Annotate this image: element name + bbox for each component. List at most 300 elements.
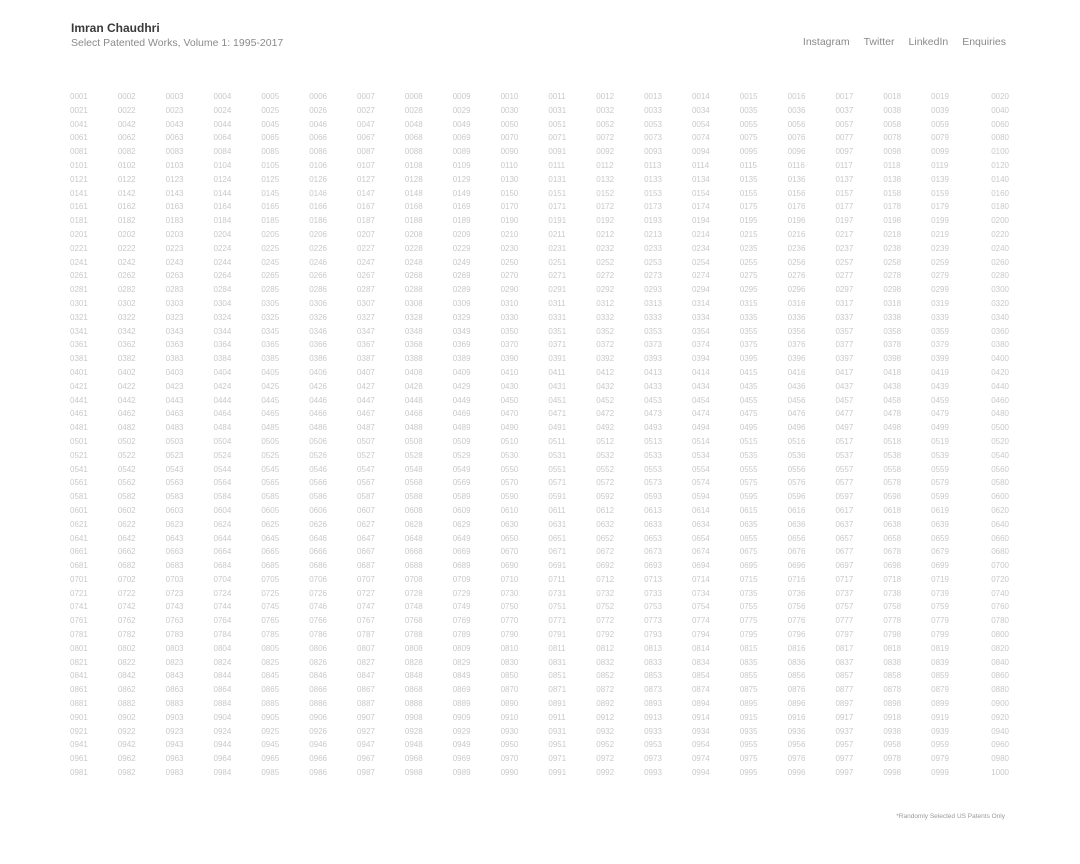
patent-number-link[interactable]: 0570 <box>500 478 519 488</box>
patent-number-link[interactable]: 0771 <box>548 616 567 626</box>
patent-number-link[interactable]: 0387 <box>357 354 375 364</box>
patent-number-link[interactable]: 0683 <box>165 561 184 571</box>
patent-number-link[interactable]: 0579 <box>931 478 949 488</box>
patent-number-link[interactable]: 0004 <box>213 92 232 101</box>
patent-number-link[interactable]: 0436 <box>787 381 806 391</box>
patent-number-link[interactable]: 0196 <box>787 216 806 226</box>
patent-number-link[interactable]: 0042 <box>117 119 136 129</box>
patent-number-link[interactable]: 0348 <box>404 326 423 336</box>
patent-number-link[interactable]: 0830 <box>500 657 519 667</box>
patent-number-link[interactable]: 0008 <box>404 92 423 101</box>
patent-number-link[interactable]: 0766 <box>309 616 327 626</box>
patent-number-link[interactable]: 0837 <box>835 657 854 667</box>
patent-number-link[interactable]: 0974 <box>691 754 710 764</box>
patent-number-link[interactable]: 0552 <box>596 464 615 474</box>
patent-number-link[interactable]: 0304 <box>213 298 232 308</box>
patent-number-link[interactable]: 0513 <box>644 436 662 446</box>
patent-number-link[interactable]: 0311 <box>548 298 566 308</box>
patent-number-link[interactable]: 0809 <box>452 643 471 653</box>
patent-number-link[interactable]: 0580 <box>991 478 1009 488</box>
patent-number-link[interactable]: 0471 <box>548 409 567 419</box>
patent-number-link[interactable]: 0865 <box>261 685 280 695</box>
patent-number-link[interactable]: 0669 <box>452 547 471 557</box>
patent-number-link[interactable]: 0287 <box>357 285 375 295</box>
patent-number-link[interactable]: 0868 <box>404 685 423 695</box>
patent-number-link[interactable]: 0036 <box>787 105 806 115</box>
patent-number-link[interactable]: 0606 <box>309 505 327 515</box>
patent-number-link[interactable]: 0073 <box>644 133 662 143</box>
patent-number-link[interactable]: 0751 <box>548 602 567 612</box>
patent-number-link[interactable]: 0921 <box>70 726 88 736</box>
patent-number-link[interactable]: 0519 <box>931 436 949 446</box>
patent-number-link[interactable]: 0536 <box>787 450 806 460</box>
patent-number-link[interactable]: 0677 <box>835 547 854 557</box>
patent-number-link[interactable]: 0661 <box>70 547 88 557</box>
patent-number-link[interactable]: 0060 <box>991 119 1009 129</box>
patent-number-link[interactable]: 0778 <box>883 616 902 626</box>
patent-number-link[interactable]: 0952 <box>596 740 615 750</box>
patent-number-link[interactable]: 0564 <box>213 478 232 488</box>
patent-number-link[interactable]: 0633 <box>644 519 662 529</box>
patent-number-link[interactable]: 0578 <box>883 478 902 488</box>
patent-number-link[interactable]: 0288 <box>404 285 423 295</box>
patent-number-link[interactable]: 0113 <box>644 160 662 170</box>
patent-number-link[interactable]: 0115 <box>739 160 757 170</box>
patent-number-link[interactable]: 0662 <box>117 547 136 557</box>
patent-number-link[interactable]: 0680 <box>991 547 1009 557</box>
patent-number-link[interactable]: 0671 <box>548 547 567 557</box>
patent-number-link[interactable]: 0986 <box>309 768 327 778</box>
patent-number-link[interactable]: 0463 <box>165 409 184 419</box>
patent-number-link[interactable]: 0507 <box>357 436 375 446</box>
patent-number-link[interactable]: 0942 <box>117 740 136 750</box>
patent-number-link[interactable]: 0251 <box>548 257 567 267</box>
patent-number-link[interactable]: 0078 <box>883 133 902 143</box>
patent-number-link[interactable]: 0664 <box>213 547 232 557</box>
patent-number-link[interactable]: 0180 <box>991 202 1009 212</box>
patent-number-link[interactable]: 0117 <box>835 160 853 170</box>
patent-number-link[interactable]: 0198 <box>883 216 902 226</box>
patent-number-link[interactable]: 0382 <box>117 354 136 364</box>
patent-number-link[interactable]: 0092 <box>596 147 615 157</box>
patent-number-link[interactable]: 0370 <box>500 340 519 350</box>
patent-number-link[interactable]: 0777 <box>835 616 854 626</box>
patent-number-link[interactable]: 0199 <box>931 216 949 226</box>
patent-number-link[interactable]: 0232 <box>596 243 615 253</box>
patent-number-link[interactable]: 0739 <box>931 588 949 598</box>
patent-number-link[interactable]: 0737 <box>835 588 854 598</box>
patent-number-link[interactable]: 0557 <box>835 464 854 474</box>
patent-number-link[interactable]: 0259 <box>931 257 949 267</box>
patent-number-link[interactable]: 0193 <box>644 216 662 226</box>
patent-number-link[interactable]: 0569 <box>452 478 471 488</box>
patent-number-link[interactable]: 0948 <box>404 740 423 750</box>
patent-number-link[interactable]: 0491 <box>548 423 567 433</box>
patent-number-link[interactable]: 0742 <box>117 602 136 612</box>
patent-number-link[interactable]: 0202 <box>117 229 136 239</box>
patent-number-link[interactable]: 0230 <box>500 243 519 253</box>
patent-number-link[interactable]: 0807 <box>357 643 375 653</box>
patent-number-link[interactable]: 0811 <box>548 643 566 653</box>
patent-number-link[interactable]: 0022 <box>117 105 136 115</box>
patent-number-link[interactable]: 0980 <box>991 754 1009 764</box>
patent-number-link[interactable]: 0457 <box>835 395 854 405</box>
patent-number-link[interactable]: 0877 <box>835 685 854 695</box>
patent-number-link[interactable]: 0674 <box>691 547 710 557</box>
patent-number-link[interactable]: 0248 <box>404 257 423 267</box>
patent-number-link[interactable]: 0539 <box>931 450 949 460</box>
patent-number-link[interactable]: 0064 <box>213 133 232 143</box>
patent-number-link[interactable]: 0537 <box>835 450 854 460</box>
patent-number-link[interactable]: 0553 <box>644 464 662 474</box>
patent-number-link[interactable]: 0959 <box>931 740 949 750</box>
patent-number-link[interactable]: 0843 <box>165 671 184 681</box>
patent-number-link[interactable]: 0612 <box>596 505 615 515</box>
patent-number-link[interactable]: 0266 <box>309 271 327 281</box>
patent-number-link[interactable]: 0768 <box>404 616 423 626</box>
patent-number-link[interactable]: 0334 <box>691 312 710 322</box>
patent-number-link[interactable]: 0651 <box>548 533 567 543</box>
patent-number-link[interactable]: 0215 <box>739 229 758 239</box>
patent-number-link[interactable]: 0913 <box>644 712 662 722</box>
patent-number-link[interactable]: 0687 <box>357 561 375 571</box>
patent-number-link[interactable]: 0374 <box>691 340 710 350</box>
patent-number-link[interactable]: 0901 <box>70 712 88 722</box>
patent-number-link[interactable]: 0629 <box>452 519 471 529</box>
patent-number-link[interactable]: 0756 <box>787 602 806 612</box>
patent-number-link[interactable]: 0290 <box>500 285 519 295</box>
patent-number-link[interactable]: 0518 <box>883 436 902 446</box>
patent-number-link[interactable]: 0999 <box>931 768 949 778</box>
patent-number-link[interactable]: 0054 <box>691 119 710 129</box>
patent-number-link[interactable]: 0061 <box>70 133 88 143</box>
patent-number-link[interactable]: 0037 <box>835 105 854 115</box>
patent-number-link[interactable]: 0380 <box>991 340 1009 350</box>
patent-number-link[interactable]: 0741 <box>70 602 88 612</box>
patent-number-link[interactable]: 0033 <box>644 105 662 115</box>
patent-number-link[interactable]: 0018 <box>883 92 902 101</box>
patent-number-link[interactable]: 0724 <box>213 588 232 598</box>
patent-number-link[interactable]: 0183 <box>165 216 184 226</box>
patent-number-link[interactable]: 0464 <box>213 409 232 419</box>
patent-number-link[interactable]: 0296 <box>787 285 806 295</box>
patent-number-link[interactable]: 0028 <box>404 105 423 115</box>
patent-number-link[interactable]: 0670 <box>500 547 519 557</box>
patent-number-link[interactable]: 0066 <box>309 133 327 143</box>
patent-number-link[interactable]: 0173 <box>644 202 662 212</box>
patent-number-link[interactable]: 0636 <box>787 519 806 529</box>
patent-number-link[interactable]: 0676 <box>787 547 806 557</box>
patent-number-link[interactable]: 0141 <box>70 188 88 198</box>
patent-number-link[interactable]: 0465 <box>261 409 280 419</box>
patent-number-link[interactable]: 0177 <box>835 202 854 212</box>
patent-number-link[interactable]: 0686 <box>309 561 327 571</box>
patent-number-link[interactable]: 0693 <box>644 561 662 571</box>
patent-number-link[interactable]: 0321 <box>70 312 88 322</box>
patent-number-link[interactable]: 0904 <box>213 712 232 722</box>
patent-number-link[interactable]: 0339 <box>931 312 949 322</box>
patent-number-link[interactable]: 0812 <box>596 643 615 653</box>
patent-number-link[interactable]: 0040 <box>991 105 1009 115</box>
patent-number-link[interactable]: 0363 <box>165 340 184 350</box>
patent-number-link[interactable]: 0347 <box>357 326 375 336</box>
patent-number-link[interactable]: 0262 <box>117 271 136 281</box>
patent-number-link[interactable]: 0338 <box>883 312 902 322</box>
patent-number-link[interactable]: 0385 <box>261 354 280 364</box>
patent-number-link[interactable]: 0242 <box>117 257 136 267</box>
patent-number-link[interactable]: 0639 <box>931 519 949 529</box>
patent-number-link[interactable]: 0769 <box>452 616 471 626</box>
patent-number-link[interactable]: 0027 <box>357 105 375 115</box>
patent-number-link[interactable]: 0460 <box>991 395 1009 405</box>
patent-number-link[interactable]: 0071 <box>548 133 567 143</box>
patent-number-link[interactable]: 0972 <box>596 754 615 764</box>
patent-number-link[interactable]: 0207 <box>357 229 375 239</box>
patent-number-link[interactable]: 0343 <box>165 326 184 336</box>
patent-number-link[interactable]: 0408 <box>404 367 423 377</box>
patent-number-link[interactable]: 0318 <box>883 298 902 308</box>
patent-number-link[interactable]: 0815 <box>739 643 758 653</box>
patent-number-link[interactable]: 0596 <box>787 492 806 502</box>
patent-number-link[interactable]: 0609 <box>452 505 471 515</box>
patent-number-link[interactable]: 0252 <box>596 257 615 267</box>
patent-number-link[interactable]: 0642 <box>117 533 136 543</box>
patent-number-link[interactable]: 0550 <box>500 464 519 474</box>
patent-number-link[interactable]: 0009 <box>452 92 471 101</box>
patent-number-link[interactable]: 0969 <box>452 754 471 764</box>
patent-number-link[interactable]: 0735 <box>739 588 758 598</box>
patent-number-link[interactable]: 0588 <box>404 492 423 502</box>
patent-number-link[interactable]: 0800 <box>991 630 1009 640</box>
patent-number-link[interactable]: 0145 <box>261 188 280 198</box>
patent-number-link[interactable]: 0097 <box>835 147 854 157</box>
patent-number-link[interactable]: 0354 <box>691 326 710 336</box>
patent-number-link[interactable]: 0961 <box>70 754 88 764</box>
patent-number-link[interactable]: 0798 <box>883 630 902 640</box>
patent-number-link[interactable]: 0587 <box>357 492 375 502</box>
patent-number-link[interactable]: 0159 <box>931 188 949 198</box>
patent-number-link[interactable]: 0955 <box>739 740 758 750</box>
patent-number-link[interactable]: 0929 <box>452 726 471 736</box>
patent-number-link[interactable]: 0716 <box>787 574 806 584</box>
patent-number-link[interactable]: 0356 <box>787 326 806 336</box>
patent-number-link[interactable]: 0468 <box>404 409 423 419</box>
patent-number-link[interactable]: 0421 <box>70 381 88 391</box>
patent-number-link[interactable]: 0908 <box>404 712 423 722</box>
patent-number-link[interactable]: 0688 <box>404 561 423 571</box>
patent-number-link[interactable]: 0398 <box>883 354 902 364</box>
patent-number-link[interactable]: 0089 <box>452 147 471 157</box>
patent-number-link[interactable]: 0316 <box>787 298 806 308</box>
patent-number-link[interactable]: 0046 <box>309 119 327 129</box>
patent-number-link[interactable]: 0108 <box>404 160 423 170</box>
patent-number-link[interactable]: 0617 <box>835 505 854 515</box>
patent-number-link[interactable]: 0935 <box>739 726 758 736</box>
patent-number-link[interactable]: 0422 <box>117 381 136 391</box>
patent-number-link[interactable]: 0245 <box>261 257 280 267</box>
patent-number-link[interactable]: 0314 <box>691 298 710 308</box>
patent-number-link[interactable]: 0147 <box>357 188 375 198</box>
patent-number-link[interactable]: 0250 <box>500 257 519 267</box>
patent-number-link[interactable]: 0087 <box>357 147 375 157</box>
patent-number-link[interactable]: 0994 <box>691 768 710 778</box>
patent-number-link[interactable]: 0383 <box>165 354 184 364</box>
patent-number-link[interactable]: 0702 <box>117 574 136 584</box>
patent-number-link[interactable]: 0599 <box>931 492 949 502</box>
patent-number-link[interactable]: 0456 <box>787 395 806 405</box>
patent-number-link[interactable]: 0067 <box>357 133 375 143</box>
patent-number-link[interactable]: 0524 <box>213 450 232 460</box>
patent-number-link[interactable]: 0514 <box>691 436 710 446</box>
patent-number-link[interactable]: 0931 <box>548 726 567 736</box>
patent-number-link[interactable]: 0344 <box>213 326 232 336</box>
patent-number-link[interactable]: 0072 <box>596 133 615 143</box>
patent-number-link[interactable]: 0132 <box>596 174 615 184</box>
patent-number-link[interactable]: 0188 <box>404 216 423 226</box>
patent-number-link[interactable]: 0483 <box>165 423 184 433</box>
patent-number-link[interactable]: 0752 <box>596 602 615 612</box>
patent-number-link[interactable]: 0194 <box>691 216 710 226</box>
patent-number-link[interactable]: 0021 <box>70 105 88 115</box>
patent-number-link[interactable]: 0979 <box>931 754 949 764</box>
patent-number-link[interactable]: 0249 <box>452 257 471 267</box>
patent-number-link[interactable]: 0423 <box>165 381 184 391</box>
patent-number-link[interactable]: 0161 <box>70 202 88 212</box>
patent-number-link[interactable]: 0573 <box>644 478 662 488</box>
patent-number-link[interactable]: 0555 <box>739 464 758 474</box>
patent-number-link[interactable]: 0983 <box>165 768 184 778</box>
patent-number-link[interactable]: 0502 <box>117 436 136 446</box>
patent-number-link[interactable]: 0109 <box>452 160 471 170</box>
patent-number-link[interactable]: 0174 <box>691 202 710 212</box>
patent-number-link[interactable]: 0229 <box>452 243 471 253</box>
patent-number-link[interactable]: 0925 <box>261 726 280 736</box>
patent-number-link[interactable]: 0649 <box>452 533 471 543</box>
patent-number-link[interactable]: 0025 <box>261 105 280 115</box>
patent-number-link[interactable]: 0337 <box>835 312 854 322</box>
patent-number-link[interactable]: 0106 <box>309 160 327 170</box>
patent-number-link[interactable]: 0005 <box>261 92 280 101</box>
patent-number-link[interactable]: 0470 <box>500 409 519 419</box>
patent-number-link[interactable]: 0134 <box>691 174 710 184</box>
patent-number-link[interactable]: 0725 <box>261 588 280 598</box>
patent-number-link[interactable]: 0593 <box>644 492 662 502</box>
patent-number-link[interactable]: 0068 <box>404 133 423 143</box>
patent-number-link[interactable]: 0200 <box>991 216 1009 226</box>
patent-number-link[interactable]: 0770 <box>500 616 519 626</box>
patent-number-link[interactable]: 0699 <box>931 561 949 571</box>
patent-number-link[interactable]: 0308 <box>404 298 423 308</box>
patent-number-link[interactable]: 0602 <box>117 505 136 515</box>
patent-number-link[interactable]: 0874 <box>691 685 710 695</box>
patent-number-link[interactable]: 0789 <box>452 630 471 640</box>
patent-number-link[interactable]: 0445 <box>261 395 280 405</box>
patent-number-link[interactable]: 0223 <box>165 243 184 253</box>
patent-number-link[interactable]: 0755 <box>739 602 758 612</box>
patent-number-link[interactable]: 0222 <box>117 243 136 253</box>
patent-number-link[interactable]: 0895 <box>739 699 758 709</box>
patent-number-link[interactable]: 0444 <box>213 395 232 405</box>
patent-number-link[interactable]: 0158 <box>883 188 902 198</box>
patent-number-link[interactable]: 0505 <box>261 436 280 446</box>
patent-number-link[interactable]: 0992 <box>596 768 615 778</box>
patent-number-link[interactable]: 0265 <box>261 271 280 281</box>
patent-number-link[interactable]: 0285 <box>261 285 280 295</box>
patent-number-link[interactable]: 0594 <box>691 492 710 502</box>
patent-number-link[interactable]: 0893 <box>644 699 662 709</box>
patent-number-link[interactable]: 0094 <box>691 147 710 157</box>
patent-number-link[interactable]: 0209 <box>452 229 471 239</box>
patent-number-link[interactable]: 0613 <box>644 505 662 515</box>
patent-number-link[interactable]: 0365 <box>261 340 280 350</box>
patent-number-link[interactable]: 0286 <box>309 285 327 295</box>
patent-number-link[interactable]: 0549 <box>452 464 471 474</box>
patent-number-link[interactable]: 0515 <box>739 436 758 446</box>
patent-number-link[interactable]: 0919 <box>931 712 949 722</box>
patent-number-link[interactable]: 0782 <box>117 630 136 640</box>
patent-number-link[interactable]: 0591 <box>548 492 567 502</box>
patent-number-link[interactable]: 0269 <box>452 271 471 281</box>
patent-number-link[interactable]: 0124 <box>213 174 232 184</box>
patent-number-link[interactable]: 0074 <box>691 133 710 143</box>
patent-number-link[interactable]: 0840 <box>991 657 1009 667</box>
patent-number-link[interactable]: 0934 <box>691 726 710 736</box>
patent-number-link[interactable]: 0437 <box>835 381 854 391</box>
patent-number-link[interactable]: 0490 <box>500 423 519 433</box>
patent-number-link[interactable]: 0204 <box>213 229 232 239</box>
patent-number-link[interactable]: 0991 <box>548 768 567 778</box>
patent-number-link[interactable]: 0473 <box>644 409 662 419</box>
patent-number-link[interactable]: 0886 <box>309 699 327 709</box>
patent-number-link[interactable]: 0488 <box>404 423 423 433</box>
patent-number-link[interactable]: 0497 <box>835 423 854 433</box>
patent-number-link[interactable]: 0063 <box>165 133 184 143</box>
patent-number-link[interactable]: 0940 <box>991 726 1009 736</box>
patent-number-link[interactable]: 0783 <box>165 630 184 640</box>
patent-number-link[interactable]: 0208 <box>404 229 423 239</box>
patent-number-link[interactable]: 0070 <box>500 133 519 143</box>
patent-number-link[interactable]: 0945 <box>261 740 280 750</box>
patent-number-link[interactable]: 0981 <box>70 768 88 778</box>
patent-number-link[interactable]: 0187 <box>357 216 375 226</box>
patent-number-link[interactable]: 0096 <box>787 147 806 157</box>
patent-number-link[interactable]: 0010 <box>500 92 519 101</box>
patent-number-link[interactable]: 0909 <box>452 712 471 722</box>
patent-number-link[interactable]: 0292 <box>596 285 615 295</box>
patent-number-link[interactable]: 0561 <box>70 478 88 488</box>
patent-number-link[interactable]: 0704 <box>213 574 232 584</box>
patent-number-link[interactable]: 0447 <box>357 395 375 405</box>
patent-number-link[interactable]: 0083 <box>165 147 184 157</box>
patent-number-link[interactable]: 0030 <box>500 105 519 115</box>
patent-number-link[interactable]: 0767 <box>357 616 375 626</box>
patent-number-link[interactable]: 0140 <box>991 174 1009 184</box>
patent-number-link[interactable]: 0967 <box>357 754 375 764</box>
patent-number-link[interactable]: 0227 <box>357 243 375 253</box>
patent-number-link[interactable]: 0118 <box>883 160 901 170</box>
patent-number-link[interactable]: 0435 <box>739 381 758 391</box>
patent-number-link[interactable]: 0912 <box>596 712 615 722</box>
patent-number-link[interactable]: 0410 <box>500 367 519 377</box>
patent-number-link[interactable]: 0336 <box>787 312 806 322</box>
patent-number-link[interactable]: 0689 <box>452 561 471 571</box>
patent-number-link[interactable]: 0894 <box>691 699 710 709</box>
patent-number-link[interactable]: 0638 <box>883 519 902 529</box>
patent-number-link[interactable]: 0090 <box>500 147 519 157</box>
nav-enquiries-link[interactable]: Enquiries <box>962 36 1006 48</box>
patent-number-link[interactable]: 0803 <box>165 643 184 653</box>
patent-number-link[interactable]: 0509 <box>452 436 471 446</box>
